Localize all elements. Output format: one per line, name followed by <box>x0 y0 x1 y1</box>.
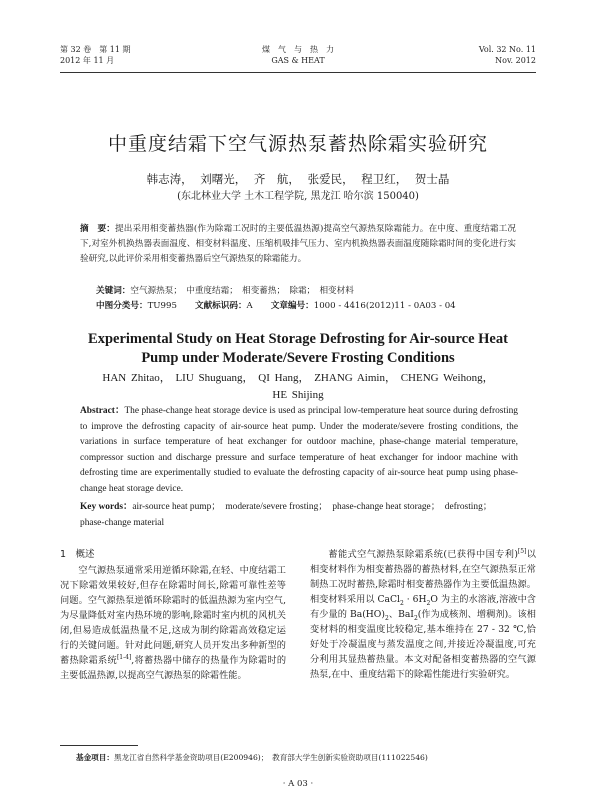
clc-label: 中图分类号： <box>96 301 148 311</box>
journal-volume-info-en <box>479 44 536 66</box>
storage-text-d: O 为主的水溶液,溶液中含有少量的 Ba(HO) <box>310 594 536 620</box>
doc-code-value: A <box>246 301 253 311</box>
section-heading-overview: 1 概述 <box>60 549 95 560</box>
storage-text-e: 、BaI <box>388 609 414 620</box>
citation-1-4: [1-4] <box>116 653 132 661</box>
abstract-en-label: Abstract： <box>80 406 125 416</box>
footnote-divider <box>60 745 138 746</box>
overview-text-main: 空气源热泵通常采用逆循环除霜,在轻、中度结霜工况下除霜效果较好,但存在除霜时间长,除霜可靠性差等问题。空气源热泵逆循环除霜时的低温热源为室内空气,为尽量降低对室内热环境的影响,除霜时室内机的风机关闭,但易造成低温热量不足,这成为制约除霜高效稳定运行的关键问题。针对此问题,研究人员开发出多种新型的蓄热除霜系统 <box>60 565 286 666</box>
funding-label: 基金项目： <box>76 753 114 762</box>
body-column-left <box>60 547 286 683</box>
authors-en-line2: HE Shijing <box>272 389 324 401</box>
overview-text-end: ,将蓄热器中储存的热量作为除霜时的主要低温热源,以提高空气源热泵的除霜性能。 <box>60 655 287 681</box>
storage-text-b: 以相变材料作为相变蓄热器的蓄热材料,在空气源热泵正常制热工况时蓄热,除霜时相变蓄热器作为主要低温热源。相变材料采用以 CaCl <box>310 549 536 605</box>
subscript-2: 2 <box>384 614 389 622</box>
issue-date-en: Nov. 2012 <box>495 56 536 65</box>
paper-title-cn: 中重度结霜下空气源热泵蓄热除霜实验研究 <box>107 133 488 155</box>
clc-value: TU995 <box>147 301 177 311</box>
keywords-en-text: air-source heat pump； moderate/severe frosting； phase-change heat storage； defrosting； phase-change material <box>80 502 497 528</box>
subscript-2: 2 <box>426 599 431 607</box>
paper-title-en-line2: Pump under Moderate/Severe Frosting Conditions <box>141 350 455 366</box>
body-column-right <box>310 547 536 682</box>
abstract-cn <box>80 222 516 268</box>
issue-date: 2012 年 11 月 <box>60 56 115 65</box>
article-number-value: 1000 - 4416(2012)11 - 0A03 - 04 <box>313 301 456 311</box>
volume-issue: 第 32 卷 第 11 期 <box>60 45 131 54</box>
header-divider <box>60 72 536 73</box>
article-number-label: 文章编号： <box>270 301 314 311</box>
funding-footnote <box>76 752 536 763</box>
keywords-en-label: Key words： <box>80 502 133 512</box>
doc-code-label: 文献标识码： <box>194 301 247 311</box>
authors-cn: 韩志涛， 刘曙光， 齐 航， 张爱民， 程卫红， 贺士晶 <box>146 172 450 186</box>
paper-title-en-line1: Experimental Study on Heat Storage Defrosting for Air-source Heat <box>88 331 508 347</box>
journal-name-cn: 煤 气 与 热 力 <box>262 45 334 54</box>
journal-name-en: GAS & HEAT <box>271 56 325 65</box>
authors-en-line1: HAN Zhitao， LIU Shuguang， QI Hang， ZHANG Aimin， CHENG Weihong， <box>102 372 494 384</box>
abstract-cn-label: 摘 要： <box>80 224 116 234</box>
paper-title-en <box>60 330 536 368</box>
volume-issue-en: Vol. 32 No. 11 <box>478 45 536 54</box>
overview-paragraph <box>60 563 286 683</box>
keywords-cn-text: 空气源热泵； 中重度结霜； 相变蓄热； 除霜； 相变材料 <box>130 286 354 296</box>
subscript-2: 2 <box>413 614 418 622</box>
abstract-en-text: The phase-change heat storage device is used as principal low-temperature heat source during defrosting to improve the defrosting capacity of air-source heat pump. Under the moderate/severe frosting conditions, the variations in surface temperature of heat exchanger for outdoor machine, phase-change material temperature, compressor suction and discharge pressure and surface temperature of heat exchanger for indoor machine with defrosting time are experimentally studied to evaluate the defrosting capacity of air-source heat pump using phase-change heat storage device. <box>80 406 518 494</box>
authors-en <box>60 370 536 404</box>
keywords-en <box>80 500 518 531</box>
storage-text-a: 蓄能式空气源热泵除霜系统(已获得中国专利) <box>328 549 518 560</box>
storage-system-paragraph <box>310 547 536 682</box>
funding-text: 黑龙江省自然科学基金资助项目(E200946)； 教育部大学生创新实验资助项目(111022546) <box>113 753 428 762</box>
keywords-cn <box>96 285 516 298</box>
citation-5: [5] <box>517 547 527 555</box>
storage-text-f: (作为成核剂、增稠剂)。该相变材料的相变温度比较稳定,基本维持在 27 - 32 ℃,恰好处于冷凝温度与蒸发温度之间,并接近冷凝温度,可充分利用其显热蓄热量。本文对配备相变蓄热器的空气源热泵,在中、重度结霜下的除霜性能进行实验研究。 <box>310 609 536 680</box>
classification-line <box>96 300 516 313</box>
storage-text-c: · 6H <box>403 594 427 605</box>
keywords-cn-label: 关键词： <box>96 286 131 296</box>
subscript-2: 2 <box>400 599 404 607</box>
abstract-cn-text: 提出采用相变蓄热器(作为除霜工况时的主要低温热源)提高空气源热泵除霜能力。在中度、重度结霜工况下,对室外机换热器表面温度、相变材料温度、压缩机吸排气压力、室内机换热器表面温度随除霜时间的变化进行实验研究,以此评价采用相变蓄热器后空气源热泵的除霜能力。 <box>80 224 516 265</box>
abstract-en <box>80 404 518 498</box>
page-number: · A 03 · <box>282 779 314 789</box>
affiliation-cn: (东北林业大学 土木工程学院, 黑龙江 哈尔滨 150040) <box>177 191 419 202</box>
